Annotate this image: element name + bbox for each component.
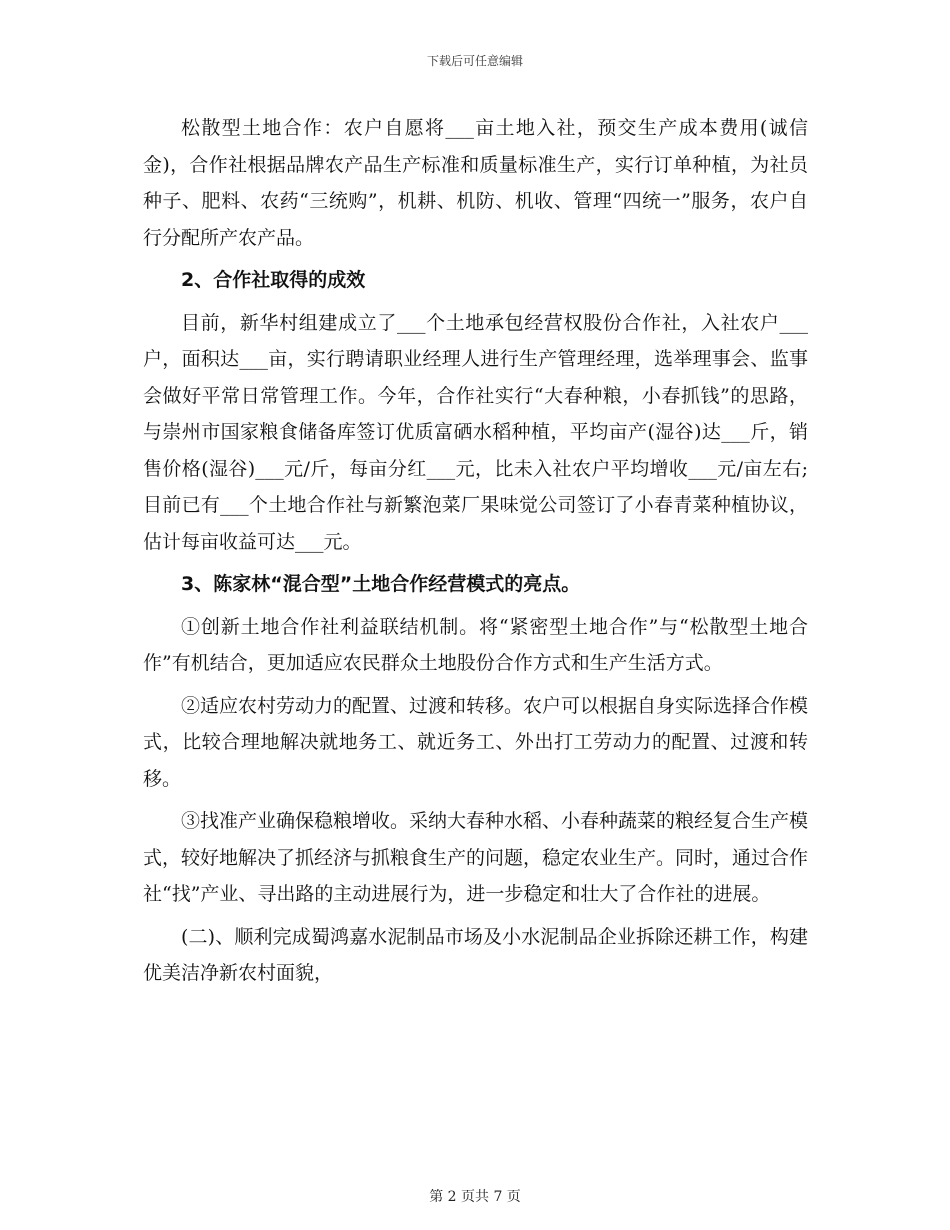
paragraph-highlight-2: ②适应农村劳动力的配置、过渡和转移。农户可以根据自身实际选择合作模式，比较合理地解决就地务工、就近务工、外出打工劳动力的配置、过渡和转移。 xyxy=(143,694,809,790)
heading-highlights: 3、陈家林“混合型”土地合作经营模式的亮点。 xyxy=(181,573,581,595)
paragraph-highlight-3: ③找准产业确保稳粮增收。采纳大春种水稻、小春种蔬菜的粮经复合生产模式，较好地解决了抓经济与抓粮食生产的问题，稳定农业生产。同时，通过合作社“找”产业、寻出路的主动进展行为，进一步稳定和壮大了合作社的进展。 xyxy=(143,810,809,905)
paragraph-section-two: (二)、顺利完成蜀鸿嘉水泥制品市场及小水泥制品企业拆除还耕工作，构建优美洁净新农村面貌， xyxy=(143,925,808,984)
page-number: 第 2 页共 7 页 xyxy=(429,1189,521,1205)
heading-achievements: 2、合作社取得的成效 xyxy=(181,269,366,291)
paragraph-achievements: 目前，新华村组建成立了___个土地承包经营权股份合作社，入社农户___户，面积达___亩，实行聘请职业经理人进行生产管理经理，选举理事会、监事会做好平常日常管理工作。今年，合作社实行“大春种粮，小春抓钱”的思路，与崇州市国家粮食储备库签订优质富硒水稻种植，平均亩产(湿谷)达___斤，销售价格(湿谷)___元/斤，每亩分红___元，比未入社农户平均增收___元/亩左右;目前已有___个土地合作社与新繁泡菜厂果味觉公司签订了小春青菜种植协议，估计每亩收益可达___元。 xyxy=(143,311,808,553)
page-header-note: 下载后可任意编辑 xyxy=(426,54,523,68)
paragraph-highlight-1: ①创新土地合作社利益联结机制。将“紧密型土地合作”与“松散型土地合作”有机结合，更加适应农民群众土地股份合作方式和生产生活方式。 xyxy=(143,615,808,674)
paragraph-loose-cooperation: 松散型土地合作：农户自愿将___亩土地入社，预交生产成本费用(诚信金)，合作社根据品牌农产品生产标准和质量标准生产，实行订单种植，为社员种子、肥料、农药“三统购”，机耕、机防、机收、管理“四统一”服务，农户自行分配所产农产品。 xyxy=(143,117,808,249)
document-body xyxy=(143,110,808,992)
